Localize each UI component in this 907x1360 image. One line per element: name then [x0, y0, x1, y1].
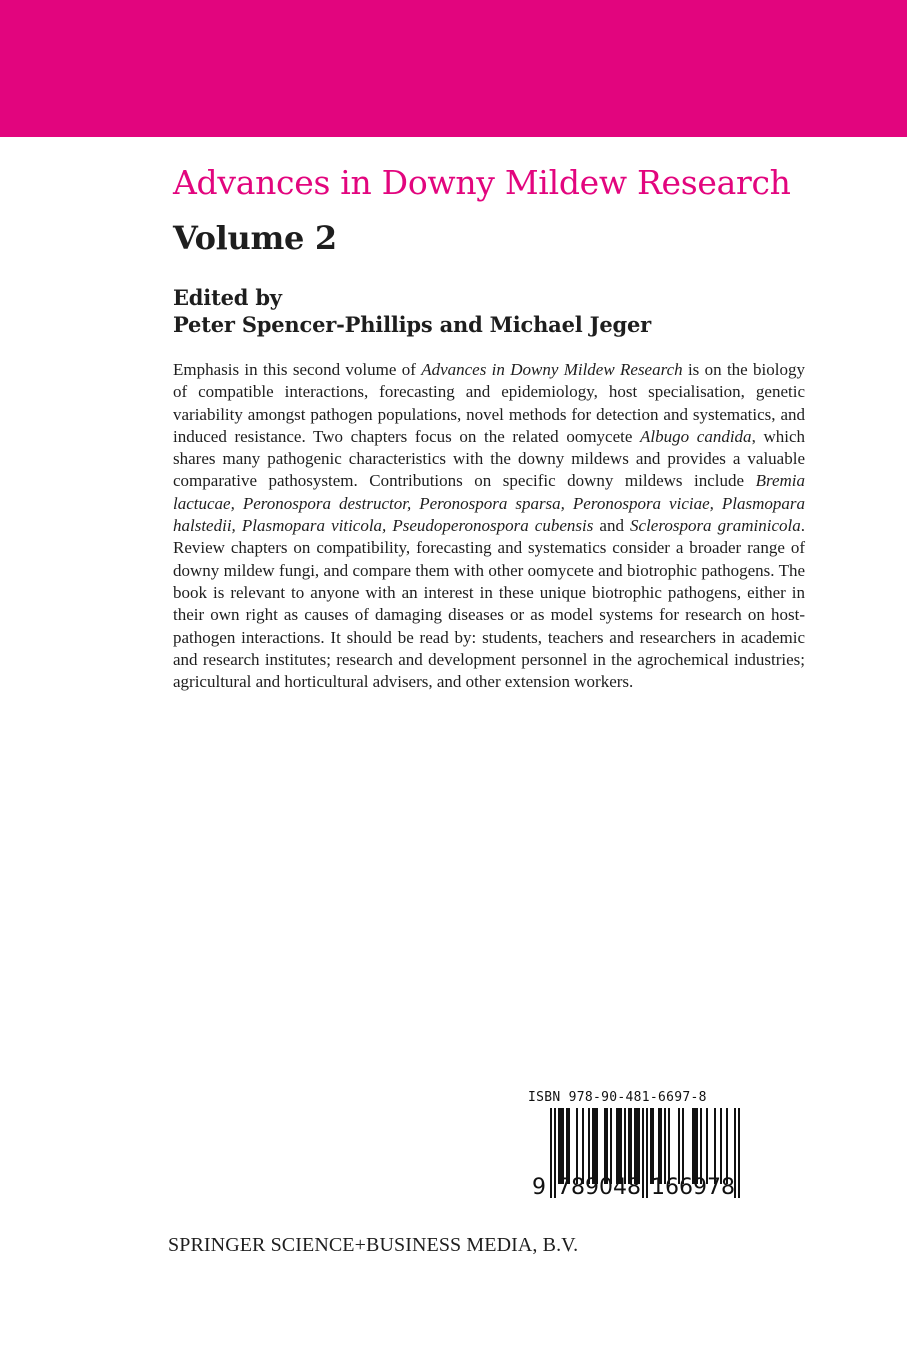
barcode-bar [696, 1108, 698, 1184]
barcode-bar [594, 1108, 596, 1184]
barcode-bar [706, 1108, 708, 1184]
blurb-text: Emphasis in this second volume of [173, 360, 422, 379]
blurb-italic-text: Sclerospora graminicola [630, 516, 801, 536]
barcode-bar [566, 1108, 568, 1184]
barcode-bar [692, 1108, 694, 1184]
barcode-digit: 4 [613, 1175, 627, 1200]
barcode-bar [562, 1108, 564, 1184]
barcode-bar [596, 1108, 598, 1184]
barcode-bar [738, 1108, 740, 1198]
editor-names: Peter Spencer-Phillips and Michael Jeger [173, 312, 652, 337]
barcode-bar [668, 1108, 670, 1184]
blurb-italic-text: Advances in Downy Mildew Research [421, 360, 683, 379]
barcode-bar [650, 1108, 652, 1184]
barcode-bar [700, 1108, 702, 1184]
barcode-bar [726, 1108, 728, 1184]
blurb-italic-text: Bremia lactucae, Peronospora destructor, Peronospora sparsa, Peronospora viciae, Plasmopara halstedii, Plasmopara viticola, Pseudoperonospora cubensis [173, 471, 805, 536]
volume-label: Volume 2 [173, 219, 337, 257]
barcode-digit: 9 [532, 1175, 546, 1200]
barcode-bar [646, 1108, 648, 1198]
barcode-bar [634, 1108, 636, 1184]
barcode-bar [652, 1108, 654, 1184]
barcode-bar [604, 1108, 606, 1184]
barcode-bar [592, 1108, 594, 1184]
barcode-bar [638, 1108, 640, 1184]
blurb-paragraph [173, 359, 805, 693]
barcode-digit: 7 [707, 1175, 721, 1200]
barcode-bar [682, 1108, 684, 1184]
barcode-bar [624, 1108, 626, 1184]
barcode-bar [694, 1108, 696, 1184]
top-color-band [0, 0, 907, 137]
barcode-digit: 8 [721, 1175, 735, 1200]
blurb-text: , which shares many pathogenic characteristics with the downy mildews and provides a valuable comparative pathosystem. Contributions on specific downy mildews include [173, 426, 805, 491]
barcode-bar [636, 1108, 638, 1184]
blurb-text: . Review chapters on compatibility, forecasting and systematics consider a broader range of downy mildew fungi, and compare them with other oomycete and biotrophic pathogens. The book is relevant to anyone with an interest in these unique biotrophic pathogens, either in their own right as causes of damaging diseases or as model systems for research on host-pathogen interactions. It should be read by: students, teachers and researchers in academic and research institutes; research and development personnel in the agrochemical industries; agricultural and horticultural advisers, and other extension workers. [173, 516, 805, 692]
blurb-text: and [593, 516, 631, 536]
back-cover-blurb [173, 359, 805, 693]
barcode-digit: 8 [627, 1175, 641, 1200]
barcode-bar [568, 1108, 570, 1184]
barcode-bar [664, 1108, 666, 1184]
barcode-bar [720, 1108, 722, 1184]
barcode-digit: 7 [557, 1175, 571, 1200]
barcode-bar [588, 1108, 590, 1184]
barcode-bar [616, 1108, 618, 1184]
isbn-label: ISBN 978-90-481-6697-8 [528, 1090, 707, 1105]
barcode-bar [606, 1108, 608, 1184]
barcode-digit: 1 [651, 1175, 665, 1200]
barcode-bar [576, 1108, 578, 1184]
barcode-bar [560, 1108, 562, 1184]
barcode-digit: 9 [585, 1175, 599, 1200]
barcode-bar [678, 1108, 680, 1184]
barcode-bar [642, 1108, 644, 1198]
edited-by-label: Edited by [173, 285, 282, 310]
barcode-bar [550, 1108, 552, 1198]
blurb-italic-text: Albugo candida [640, 426, 752, 446]
book-title: Advances in Downy Mildew Research [173, 163, 791, 202]
barcode-bar [582, 1108, 584, 1184]
barcode-digit: 0 [599, 1175, 613, 1200]
barcode-bar [554, 1108, 556, 1198]
barcode-bar [610, 1108, 612, 1184]
barcode-bar [714, 1108, 716, 1184]
editors-block [173, 284, 651, 338]
barcode-bar [558, 1108, 560, 1184]
barcode-bar [618, 1108, 620, 1184]
barcode-bar [620, 1108, 622, 1184]
isbn-barcode [528, 1090, 753, 1200]
barcode-digit: 8 [571, 1175, 585, 1200]
barcode-bar [628, 1108, 630, 1184]
barcode-bar [630, 1108, 632, 1184]
barcode-digit: 6 [665, 1175, 679, 1200]
barcode-bar [660, 1108, 662, 1184]
blurb-text: is on the biology of compatible interactions, forecasting and epidemiology, host specialisation, genetic variability amongst pathogen populations, novel methods for detection and systematics, and induced resistance. Two chapters focus on the related oomycete [173, 360, 805, 446]
publisher-name: SPRINGER SCIENCE+BUSINESS MEDIA, B.V. [168, 1234, 579, 1256]
barcode-digit: 6 [679, 1175, 693, 1200]
barcode-bar [658, 1108, 660, 1184]
barcode-digit: 9 [693, 1175, 707, 1200]
